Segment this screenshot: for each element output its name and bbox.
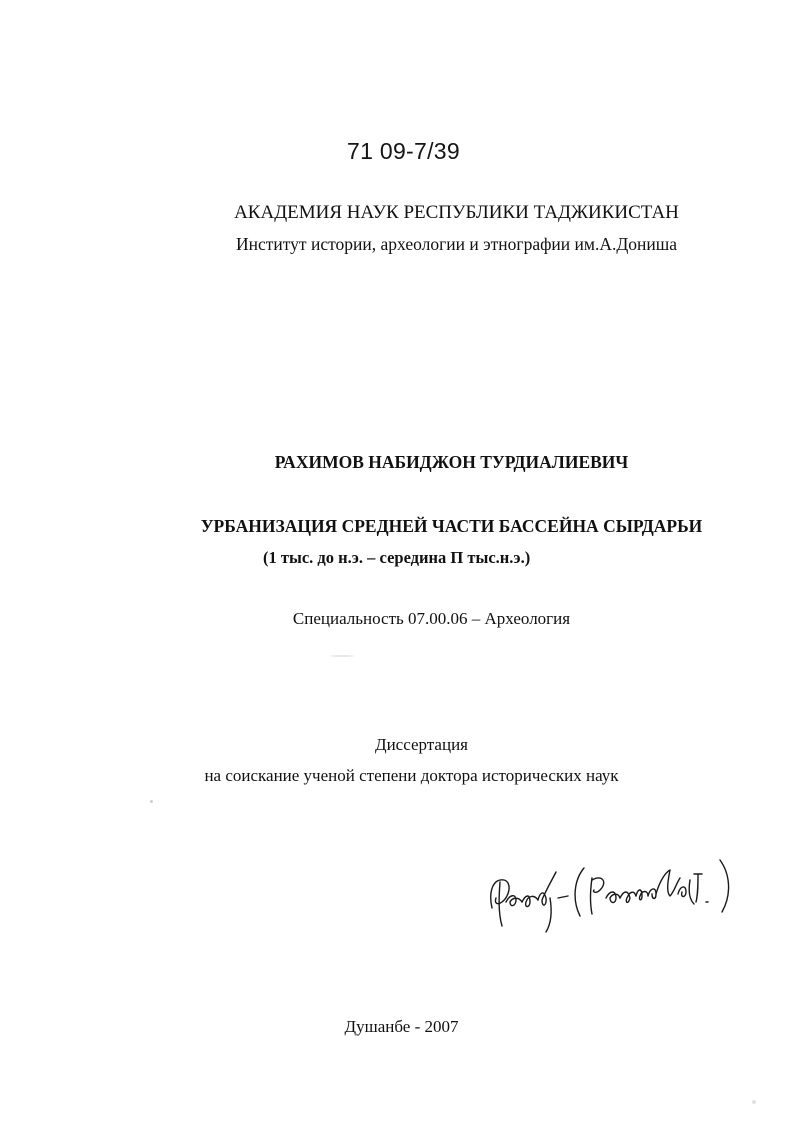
scan-speck — [150, 800, 153, 803]
dissertation-type: Диссертация — [374, 735, 468, 754]
thesis-period: (1 тыс. до н.э. – середина П тыс.н.э.) — [263, 548, 531, 567]
thesis-title: УРБАНИЗАЦИЯ СРЕДНЕЙ ЧАСТИ БАССЕЙНА СЫРДАРЬИ — [200, 516, 703, 536]
scan-speck — [330, 655, 354, 657]
place-and-year: Душанбе - 2007 — [344, 1017, 459, 1036]
academy-name: АКАДЕМИЯ НАУК РЕСПУБЛИКИ ТАДЖИКИСТАН — [234, 202, 679, 223]
specialty: Специальность 07.00.06 – Археология — [292, 609, 571, 628]
institute-name: Институт истории, археологии и этнографии им.А.Дониша — [235, 234, 678, 254]
handwritten-signature — [480, 850, 750, 940]
catalog-number: 71 09-7/39 — [347, 138, 460, 164]
degree-line: на соискание ученой степени доктора исторических наук — [204, 766, 619, 785]
scan-speck — [752, 1100, 756, 1104]
author-name: РАХИМОВ НАБИДЖОН ТУРДИАЛИЕВИЧ — [274, 452, 629, 472]
